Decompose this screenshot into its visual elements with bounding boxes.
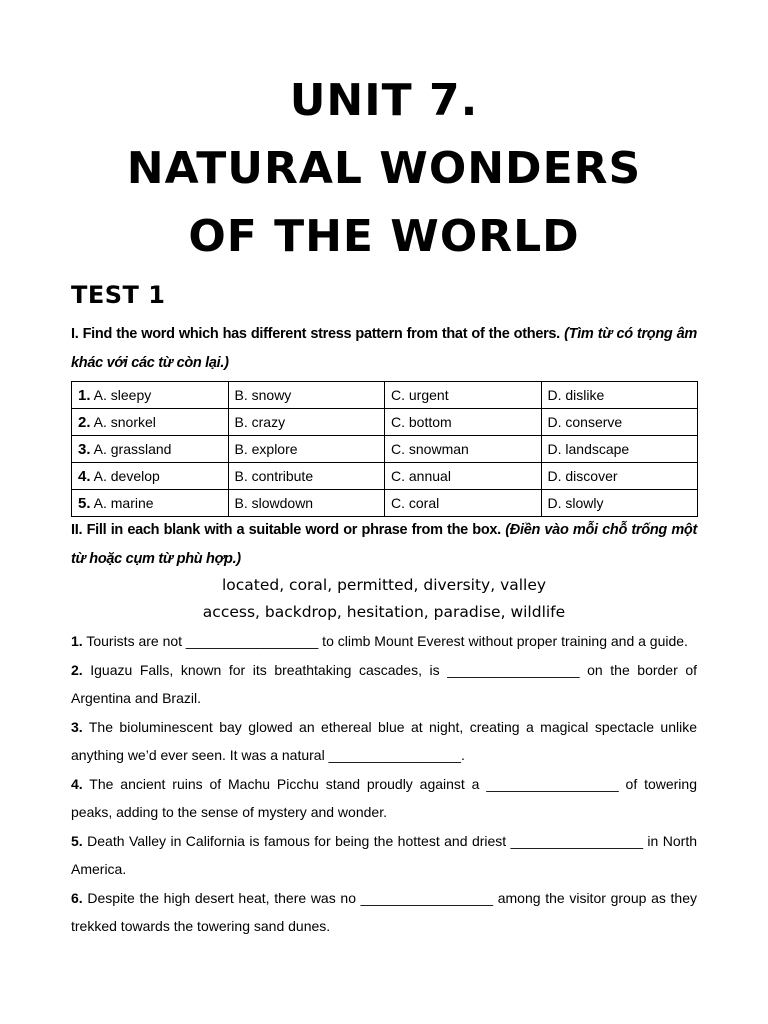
unit-subtitle-line1: NATURAL WONDERS	[126, 143, 642, 194]
option-c-text: C. urgent	[391, 387, 449, 403]
option-d-cell	[541, 490, 698, 517]
option-c-text: C. bottom	[391, 414, 452, 430]
question-number: 6.	[71, 889, 83, 906]
option-a-text: A. grassland	[93, 440, 172, 457]
option-b-cell	[228, 463, 385, 490]
question-text: Tourists are not _________________ to climb Mount Everest without proper training and a guide.	[86, 633, 688, 649]
row-number: 1.	[78, 386, 91, 404]
option-d-cell	[541, 463, 698, 490]
question-number: 5.	[71, 832, 83, 849]
section1-instruction	[71, 320, 697, 377]
question-number: 4.	[71, 775, 83, 792]
option-d-text: D. slowly	[547, 495, 604, 511]
option-b-text: B. explore	[234, 441, 298, 457]
question-text: Iguazu Falls, known for its breathtaking cascades, is _________________ on the border of Argentina and Brazil.	[71, 661, 697, 706]
section2-instruction	[71, 516, 697, 573]
question-item	[71, 656, 697, 713]
option-c-text: C. annual	[391, 468, 451, 484]
test-heading: TEST 1	[71, 281, 166, 309]
option-a-text: A. snorkel	[93, 413, 156, 430]
stress-row	[72, 409, 698, 436]
word-box-line1: located, coral, permitted, diversity, valley	[221, 576, 547, 594]
option-a-cell	[72, 436, 229, 463]
stress-row	[72, 436, 698, 463]
question-number: 3.	[71, 718, 83, 735]
row-number: 5.	[78, 494, 91, 512]
stress-row	[72, 463, 698, 490]
option-b-text: B. contribute	[234, 468, 314, 484]
option-d-text: D. conserve	[547, 414, 623, 430]
question-item	[71, 884, 697, 941]
question-item	[71, 713, 697, 770]
option-a-text: A. marine	[93, 494, 154, 511]
section2-instruction-vn: (Điền vào mỗi chỗ trống một từ hoặc cụm từ phù hợp.)	[71, 522, 697, 567]
question-item	[71, 827, 697, 884]
option-d-cell	[541, 436, 698, 463]
row-number: 3.	[78, 440, 91, 458]
option-b-cell	[228, 382, 385, 409]
word-box-line2: access, backdrop, hesitation, paradise, wildlife	[202, 603, 566, 621]
question-text: The bioluminescent bay glowed an ethereal blue at night, creating a magical spectacle unlike anything we’d ever seen. It was a natural _________________.	[71, 718, 697, 763]
option-a-text: A. develop	[93, 467, 160, 484]
question-number: 2.	[71, 661, 83, 678]
option-a-cell	[72, 490, 229, 517]
option-c-cell	[385, 436, 542, 463]
option-c-cell	[385, 382, 542, 409]
section2-instruction-en: II. Fill in each blank with a suitable word or phrase from the box.	[71, 522, 501, 538]
section1-instruction-vn: (Tìm từ có trọng âm khác với các từ còn lại.)	[71, 326, 698, 371]
question-list	[71, 627, 697, 941]
option-b-cell	[228, 436, 385, 463]
option-d-text: D. dislike	[547, 387, 605, 403]
option-a-cell	[72, 463, 229, 490]
option-b-cell	[228, 409, 385, 436]
option-b-cell	[228, 490, 385, 517]
row-number: 2.	[78, 413, 91, 431]
question-item	[71, 627, 697, 656]
option-b-text: B. slowdown	[234, 495, 314, 511]
question-number: 1.	[71, 633, 83, 649]
option-b-text: B. snowy	[234, 387, 292, 403]
unit-subtitle-line2: OF THE WORLD	[188, 211, 580, 262]
unit-title: UNIT 7.	[289, 75, 479, 126]
option-c-text: C. coral	[391, 495, 440, 511]
option-c-text: C. snowman	[391, 441, 469, 457]
question-item	[71, 770, 697, 827]
stress-row	[72, 382, 698, 409]
option-a-cell	[72, 382, 229, 409]
option-a-cell	[72, 409, 229, 436]
option-a-text: A. sleepy	[93, 386, 152, 403]
option-b-text: B. crazy	[234, 414, 286, 430]
option-d-cell	[541, 382, 698, 409]
option-c-cell	[385, 463, 542, 490]
question-text: Death Valley in California is famous for being the hottest and driest _________________ in North America.	[71, 832, 697, 877]
question-text: The ancient ruins of Machu Picchu stand proudly against a _________________ of towering peaks, adding to the sense of mystery and wonder.	[71, 775, 697, 820]
row-number: 4.	[78, 467, 91, 485]
option-d-cell	[541, 409, 698, 436]
section1-instruction-en: I. Find the word which has different stress pattern from that of the others.	[71, 326, 560, 342]
option-c-cell	[385, 409, 542, 436]
stress-pattern-table	[71, 381, 698, 517]
option-c-cell	[385, 490, 542, 517]
option-d-text: D. landscape	[547, 441, 630, 457]
question-text: Despite the high desert heat, there was no _________________ among the visitor group as they trekked towards the towering sand dunes.	[71, 889, 698, 934]
stress-row	[72, 490, 698, 517]
option-d-text: D. discover	[547, 468, 618, 484]
